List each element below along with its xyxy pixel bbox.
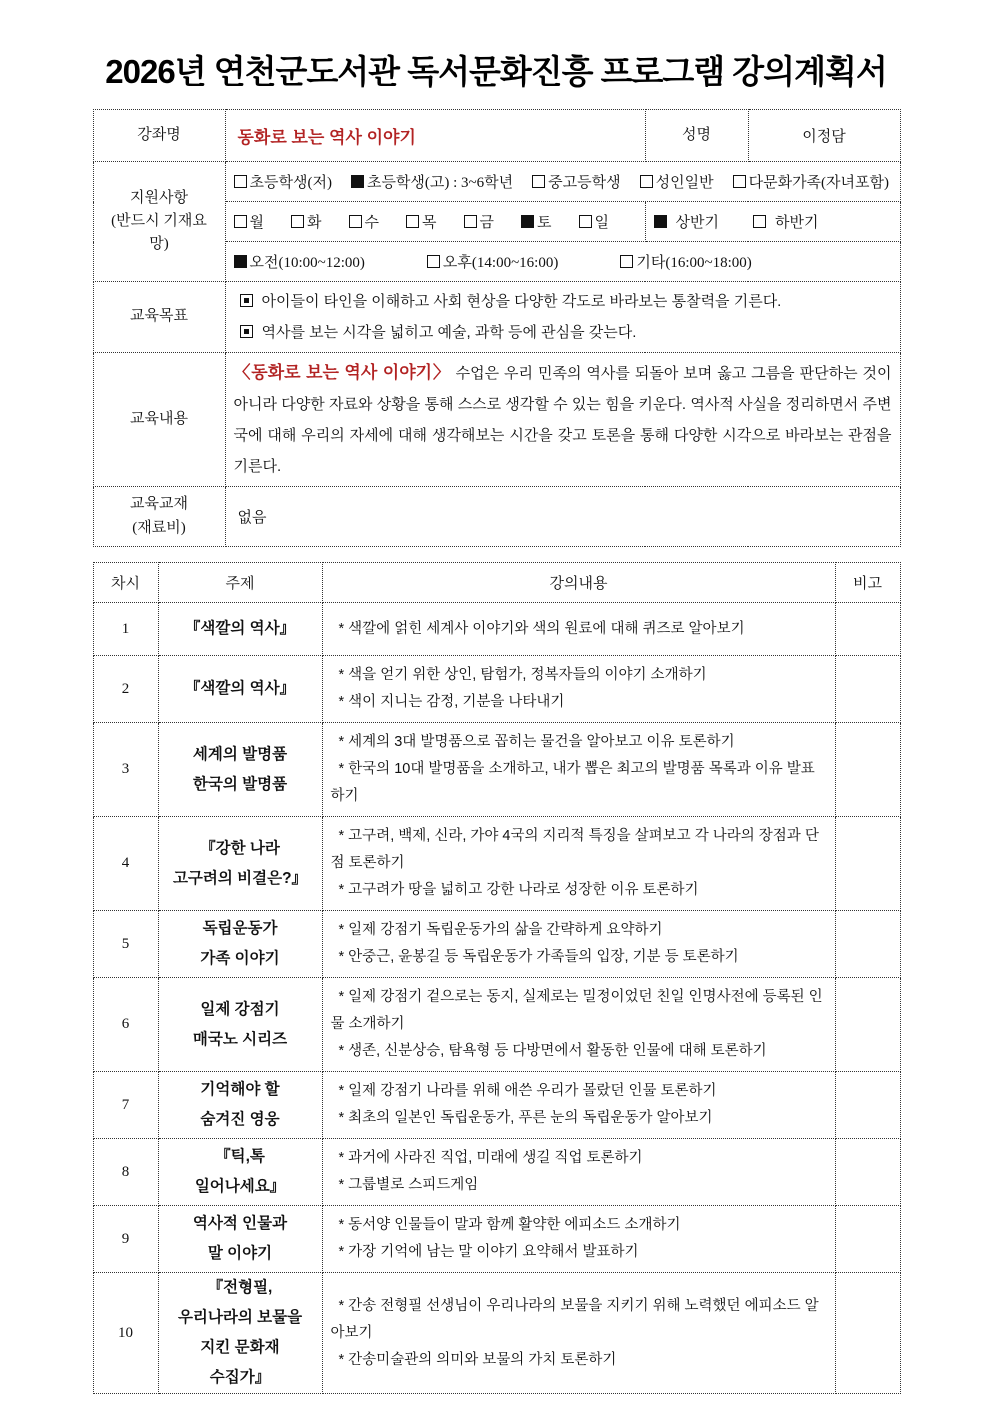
session-number: 7 [93, 1072, 158, 1139]
session-number: 1 [93, 603, 158, 656]
schedule-row [93, 723, 900, 817]
session-note [835, 1072, 900, 1139]
option-label: 다문화가족(자녀포함) [748, 175, 889, 191]
course-info-table [93, 109, 901, 547]
content-row [93, 353, 900, 487]
checkbox-option[interactable] [521, 211, 552, 232]
square-bullet-icon [240, 294, 253, 307]
schedule-row [93, 817, 900, 911]
session-note [835, 1139, 900, 1206]
checkbox-unchecked-icon[interactable] [291, 215, 304, 228]
session-note [835, 1273, 900, 1394]
schedule-row [93, 1139, 900, 1206]
option-label: 오후(14:00~16:00) [442, 255, 559, 271]
session-content: * 고구려, 백제, 신라, 가야 4국의 지리적 특징을 살펴보고 각 나라의 장점과 단점 토론하기 * 고구려가 땅을 넓히고 강한 나라로 성장한 이유 토론하기 [322, 817, 835, 911]
checkbox-unchecked-icon[interactable] [640, 175, 653, 188]
session-number: 2 [93, 656, 158, 723]
goal-row [93, 282, 900, 353]
session-number: 3 [93, 723, 158, 817]
checkbox-option[interactable] [620, 251, 751, 272]
checkbox-option[interactable] [753, 211, 818, 232]
checkbox-option[interactable] [234, 251, 365, 272]
schedule-row [93, 1206, 900, 1273]
checkbox-unchecked-icon[interactable] [620, 255, 633, 268]
course-name-value: 동화로 보는 역사 이야기 [237, 128, 416, 147]
material-label-line2: (재료비) [132, 519, 186, 536]
goal-label: 교육목표 [93, 282, 225, 353]
material-row [93, 487, 900, 547]
checkbox-unchecked-icon[interactable] [427, 255, 440, 268]
checkbox-unchecked-icon[interactable] [349, 215, 362, 228]
course-name-label: 강좌명 [93, 110, 225, 162]
checkbox-unchecked-icon[interactable] [532, 175, 545, 188]
goals-list [225, 282, 900, 353]
session-number: 6 [93, 978, 158, 1072]
option-label: 화 [307, 215, 322, 231]
option-label: 성인일반 [655, 175, 714, 191]
session-note [835, 656, 900, 723]
session-topic: 『색깔의 역사』 [158, 656, 322, 723]
schedule-header-row [93, 563, 900, 603]
option-label: 초등학생(저) [249, 175, 332, 191]
schedule-table [93, 562, 901, 1394]
checkbox-option[interactable] [640, 171, 714, 192]
header-content: 강의내용 [322, 563, 835, 603]
session-topic: 역사적 인물과 말 이야기 [158, 1206, 322, 1273]
course-name-row [93, 110, 900, 162]
schedule-row [93, 978, 900, 1072]
checkbox-option[interactable] [532, 171, 620, 192]
checkbox-option[interactable] [291, 211, 322, 232]
option-label: 상반기 [675, 215, 719, 231]
session-note [835, 817, 900, 911]
content-highlight: 〈동화로 보는 역사 이야기〉 [233, 363, 451, 382]
content-label: 교육내용 [93, 353, 225, 487]
semester-options [645, 202, 900, 242]
header-topic: 주제 [158, 563, 322, 603]
goal-item [234, 317, 892, 348]
session-content: * 세계의 3대 발명품으로 꼽히는 물건을 알아보고 이유 토론하기 * 한국의 10대 발명품을 소개하고, 내가 뽑은 최고의 발명품 목록과 이유 발표하기 [322, 723, 835, 817]
schedule-row [93, 1072, 900, 1139]
goal-text: 역사를 보는 시각을 넓히고 예술, 과학 등에 관심을 갖는다. [261, 324, 637, 341]
support-label-line2: (반드시 기재요망) [111, 212, 207, 253]
checkbox-unchecked-icon[interactable] [579, 215, 592, 228]
content-cell [225, 353, 900, 487]
checkbox-option[interactable] [234, 171, 332, 192]
option-label: 기타(16:00~18:00) [636, 255, 752, 271]
schedule-row [93, 1273, 900, 1394]
checkbox-checked-icon[interactable] [654, 215, 667, 228]
option-label: 중고등학생 [548, 175, 621, 191]
option-label: 토 [537, 215, 552, 231]
option-label: 목 [422, 215, 437, 231]
session-content: * 과거에 사라진 직업, 미래에 생길 직업 토론하기 * 그룹별로 스피드게임 [322, 1139, 835, 1206]
material-value: 없음 [225, 487, 900, 547]
checkbox-option[interactable] [234, 211, 265, 232]
session-content: * 일제 강점기 겉으로는 동지, 실제로는 밀정이었던 친일 인명사전에 등록된 인물 소개하기 * 생존, 신분상승, 탐욕형 등 다방면에서 활동한 인물에 대해 토론하기 [322, 978, 835, 1072]
checkbox-checked-icon[interactable] [351, 175, 364, 188]
checkbox-checked-icon[interactable] [521, 215, 534, 228]
session-note [835, 978, 900, 1072]
session-note [835, 603, 900, 656]
instructor-name: 이정담 [748, 110, 900, 162]
session-note [835, 723, 900, 817]
session-content: * 동서양 인물들이 말과 함께 활약한 에피소드 소개하기 * 가장 기억에 남는 말 이야기 요약해서 발표하기 [322, 1206, 835, 1273]
checkbox-unchecked-icon[interactable] [234, 215, 247, 228]
goal-text: 아이들이 타인을 이해하고 사회 현상을 다양한 각도로 바라보는 통찰력을 기른다. [261, 293, 782, 310]
session-topic: 독립운동가 가족 이야기 [158, 911, 322, 978]
session-number: 9 [93, 1206, 158, 1273]
schedule-row [93, 603, 900, 656]
content-body: 수업은 우리 민족의 역사를 되돌아 보며 옳고 그름을 판단하는 것이 아니라 다양한 자료와 상황을 통해 스스로 생각할 수 있는 힘을 키운다. 역사적 사실을 정리하면서 주변국에 대해 우리의 자세에 대해 생각해보는 시간을 갖고 토론을 통해 다양한 시각으로 바라보는 관점을 기른다. [233, 365, 892, 475]
session-content: * 일제 강점기 독립운동가의 삶을 간략하게 요약하기 * 안중근, 윤봉길 등 독립운동가 가족들의 입장, 기분 등 토론하기 [322, 911, 835, 978]
checkbox-unchecked-icon[interactable] [733, 175, 746, 188]
session-topic: 『틱,톡 일어나세요』 [158, 1139, 322, 1206]
checkbox-option[interactable] [733, 171, 889, 192]
session-topic: 기억해야 할 숨겨진 영웅 [158, 1072, 322, 1139]
support-label [93, 162, 225, 282]
page-title: 2026년 연천군도서관 독서문화진흥 프로그램 강의계획서 [105, 53, 887, 90]
session-topic: 『전형필, 우리나라의 보물을 지킨 문화재 수집가』 [158, 1273, 322, 1394]
session-topic: 세계의 발명품 한국의 발명품 [158, 723, 322, 817]
material-label [93, 487, 225, 547]
support-label-line1: 지원사항 [130, 189, 188, 206]
session-topic: 『색깔의 역사』 [158, 603, 322, 656]
checkbox-unchecked-icon[interactable] [234, 175, 247, 188]
checkbox-option[interactable] [406, 211, 437, 232]
session-content: * 색깔에 얽힌 세계사 이야기와 색의 원료에 대해 퀴즈로 알아보기 [322, 603, 835, 656]
option-label: 하반기 [774, 215, 819, 231]
checkbox-option[interactable] [349, 211, 380, 232]
session-topic: 『강한 나라 고구려의 비결은?』 [158, 817, 322, 911]
session-number: 10 [93, 1273, 158, 1394]
schedule-row [93, 656, 900, 723]
checkbox-option[interactable] [654, 211, 719, 232]
session-note [835, 911, 900, 978]
option-label: 초등학생(고) : 3~6학년 [366, 175, 514, 191]
checkbox-checked-icon[interactable] [234, 255, 247, 268]
session-number: 5 [93, 911, 158, 978]
session-content: * 일제 강점기 나라를 위해 애쓴 우리가 몰랐던 인물 토론하기 * 최초의 일본인 독립운동가, 푸른 눈의 독립운동가 알아보기 [322, 1072, 835, 1139]
session-number: 4 [93, 817, 158, 911]
time-options [225, 242, 900, 282]
course-name-cell [225, 110, 645, 162]
audience-row [93, 162, 900, 202]
header-note: 비고 [835, 563, 900, 603]
checkbox-unchecked-icon[interactable] [406, 215, 419, 228]
header-session: 차시 [93, 563, 158, 603]
audience-options [225, 162, 900, 202]
checkbox-unchecked-icon[interactable] [464, 215, 477, 228]
checkbox-option[interactable] [579, 211, 610, 232]
option-label: 수 [364, 215, 379, 231]
instructor-label: 성명 [645, 110, 748, 162]
session-topic: 일제 강점기 매국노 시리즈 [158, 978, 322, 1072]
session-number: 8 [93, 1139, 158, 1206]
goal-item [234, 286, 892, 317]
option-label: 오전(10:00~12:00) [249, 255, 365, 271]
session-note [835, 1206, 900, 1273]
square-bullet-icon [240, 325, 253, 338]
option-label: 일 [594, 215, 609, 231]
option-label: 월 [249, 215, 264, 231]
material-label-line1: 교육교재 [130, 496, 188, 513]
checkbox-option[interactable] [427, 251, 558, 272]
session-content: * 간송 전형필 선생님이 우리나라의 보물을 지키기 위해 노력했던 에피소드 알아보기 * 간송미술관의 의미와 보물의 가치 토론하기 [322, 1273, 835, 1394]
checkbox-unchecked-icon[interactable] [753, 215, 766, 228]
session-content: * 색을 얻기 위한 상인, 탐험가, 정복자들의 이야기 소개하기 * 색이 지니는 감정, 기분을 나타내기 [322, 656, 835, 723]
checkbox-option[interactable] [464, 211, 495, 232]
checkbox-option[interactable] [351, 171, 513, 192]
day-options [225, 202, 645, 242]
schedule-row [93, 911, 900, 978]
option-label: 금 [479, 215, 494, 231]
